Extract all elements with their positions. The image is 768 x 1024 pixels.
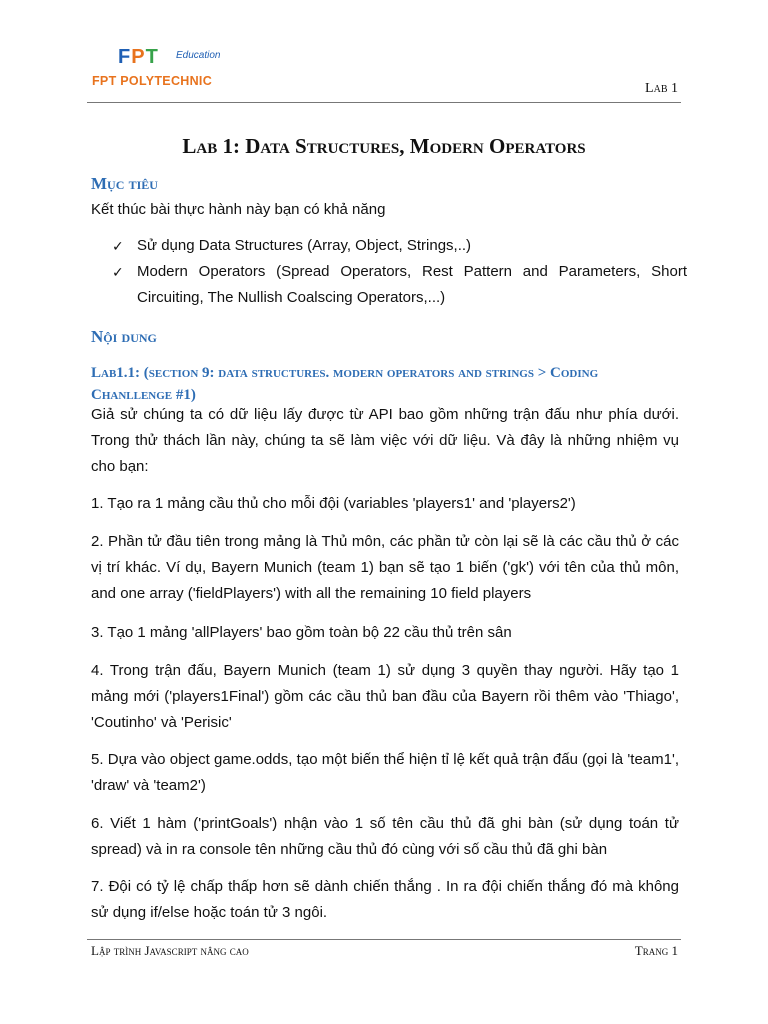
objectives-list — [112, 233, 687, 311]
footer-page-number: Trang 1 — [634, 943, 678, 958]
content-heading: Nội dung — [91, 327, 157, 346]
task-item: 4. Trong trận đấu, Bayern Munich (team 1) sử dụng 3 quyền thay người. Hãy tạo 1 mảng mới ('players1Final') gồm các cầu thủ ban đầu của Bayern rồi thêm vào 'Thiago', 'Coutinho' và 'Perisic' — [91, 662, 679, 731]
logo-name: FPT POLYTECHNIC — [92, 74, 213, 88]
objectives-heading: Mục tiêu — [91, 174, 158, 193]
logo-education-text: Education — [176, 50, 221, 61]
fpt-polytechnic-logo — [92, 40, 232, 92]
task-item: 3. Tạo 1 mảng 'allPlayers' bao gồm toàn bộ 22 cầu thủ trên sân — [91, 624, 512, 641]
logo-mark — [118, 46, 159, 69]
bullet-text: Sử dụng Data Structures (Array, Object, Strings,..) — [137, 237, 472, 254]
list-item — [112, 233, 687, 259]
content-intro: Giả sử chúng ta có dữ liệu lấy được từ API bao gồm những trận đấu như phía dưới. Trong thử thách lần này, chúng ta sẽ làm việc với dữ liệu. Và đây là những nhiệm vụ cho bạn: — [91, 406, 679, 475]
section-title: Lab1.1: (section 9: data structures. modern operators and strings > Coding Chanllenge #1) — [91, 365, 599, 403]
logo-letter-f: F — [118, 46, 132, 68]
bullet-text: Modern Operators (Spread Operators, Rest Pattern and Parameters, Short Circuiting, The Nullish Coalscing Operators,...) — [137, 263, 687, 306]
page-title: Lab 1: Data Structures, Modern Operators — [182, 134, 586, 158]
task-item: 5. Dựa vào object game.odds, tạo một biến thể hiện tỉ lệ kết quả trận đấu (gọi là 'team1', 'draw' và 'team2') — [91, 751, 679, 794]
logo-letter-t: T — [145, 46, 159, 68]
task-item: 2. Phần tử đầu tiên trong mảng là Thủ môn, các phần tử còn lại sẽ là các cầu thủ ở các vị trí khác. Ví dụ, Bayern Munich (team 1) bạn sẽ tạo 1 biến ('gk') với tên của thủ môn, and one array ('fieldPlayers') with all the remaining 10 field players — [91, 533, 679, 602]
objectives-intro: Kết thúc bài thực hành này bạn có khả năng — [91, 201, 386, 218]
header-divider — [87, 102, 681, 103]
list-item — [112, 259, 687, 311]
footer-divider — [87, 939, 681, 940]
check-icon: ✓ — [112, 238, 124, 254]
task-item: 7. Đội có tỷ lệ chấp thấp hơn sẽ dành chiến thắng . In ra đội chiến thắng đó mà không sử dụng if/else hoặc toán tử 3 ngôi. — [91, 878, 679, 921]
task-item: 6. Viết 1 hàm ('printGoals') nhận vào 1 số tên cầu thủ đã ghi bàn (sử dụng toán tử spread) và in ra console tên những cầu thủ đó cùng với số cầu thủ đã ghi bàn — [91, 815, 679, 858]
footer-course-name: Lập trình Javascript nâng cao — [91, 943, 249, 958]
task-item: 1. Tạo ra 1 mảng cầu thủ cho mỗi đội (variables 'players1' and 'players2') — [91, 495, 576, 512]
header-lab-label: Lab 1 — [645, 81, 678, 96]
logo-letter-p: P — [131, 46, 146, 68]
check-icon: ✓ — [112, 264, 124, 280]
